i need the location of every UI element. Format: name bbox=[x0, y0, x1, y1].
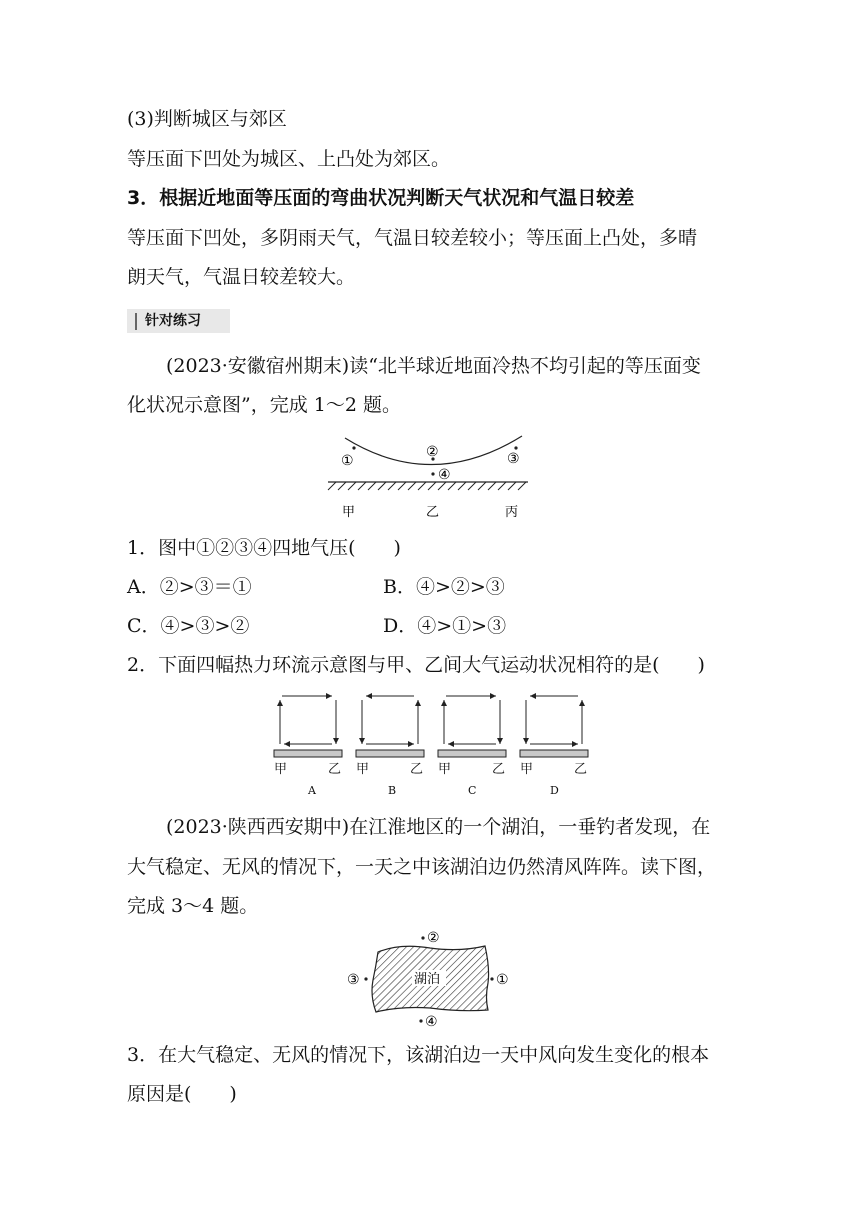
text-line: 朗天气，气温日较差较大。 bbox=[127, 266, 356, 288]
yi-label: 乙 bbox=[492, 762, 506, 777]
diagram-label-b: B bbox=[388, 784, 397, 797]
option-1B: B．④>②>③ bbox=[383, 576, 505, 598]
option-1C: C．④>③>② bbox=[127, 615, 250, 637]
lake-label: 湖泊 bbox=[414, 972, 441, 987]
question-1: 1．图中①②③④四地气压( ) bbox=[127, 537, 401, 559]
option-1D: D．④>①>③ bbox=[383, 615, 507, 637]
passage-1-line: (2023·安徽宿州期末)读“北半球近地面冷热不均引起的等压面变 bbox=[166, 355, 701, 377]
circulation-figure bbox=[268, 688, 598, 800]
yi-label: 乙 bbox=[410, 762, 424, 777]
section-heading-3: 3．根据近地面等压面的弯曲状况判断天气状况和气温日较差 bbox=[127, 187, 635, 209]
point-4-label: ④ bbox=[425, 1014, 438, 1030]
passage-1-line: 化状况示意图”，完成 1～2 题。 bbox=[127, 394, 401, 416]
jia-label: 甲 bbox=[520, 762, 534, 777]
practice-tag bbox=[127, 309, 230, 333]
bing-label: 丙 bbox=[505, 505, 519, 520]
question-2: 2．下面四幅热力环流示意图与甲、乙间大气运动状况相符的是( ) bbox=[127, 654, 705, 676]
jia-label: 甲 bbox=[438, 762, 452, 777]
point-2-label: ② bbox=[427, 930, 440, 946]
lake-figure bbox=[340, 928, 530, 1032]
tag-label: 针对练习 bbox=[145, 313, 201, 329]
jia-label: 甲 bbox=[342, 505, 356, 520]
jia-label: 甲 bbox=[356, 762, 370, 777]
isobar-figure bbox=[320, 432, 540, 524]
point-3-label: ③ bbox=[347, 972, 360, 988]
passage-2-line: 完成 3～4 题。 bbox=[127, 895, 259, 917]
question-3: 3．在大气稳定、无风的情况下，该湖泊边一天中风向发生变化的根本 bbox=[127, 1044, 710, 1066]
diagram-label-d: D bbox=[550, 784, 559, 797]
diagram-label-a: A bbox=[308, 784, 316, 797]
text-line: 等压面下凹处，多阴雨天气，气温日较差较小；等压面上凸处，多晴 bbox=[127, 227, 698, 249]
question-3: 原因是( ) bbox=[127, 1083, 237, 1105]
passage-2-line: (2023·陕西西安期中)在江淮地区的一个湖泊，一垂钓者发现，在 bbox=[166, 816, 711, 838]
passage-2-line: 大气稳定、无风的情况下，一天之中该湖泊边仍然清风阵阵。读下图， bbox=[127, 856, 717, 878]
text-line: 等压面下凹处为城区、上凸处为郊区。 bbox=[127, 148, 451, 170]
diagram-label-c: C bbox=[468, 784, 477, 797]
point-4-label: ④ bbox=[438, 467, 451, 483]
yi-label: 乙 bbox=[426, 505, 440, 520]
yi-label: 乙 bbox=[574, 762, 588, 777]
point-2-label: ② bbox=[426, 444, 439, 460]
point-1-label: ① bbox=[341, 453, 354, 469]
subheading-3: (3)判断城区与郊区 bbox=[127, 108, 287, 130]
tag-bar bbox=[135, 313, 137, 330]
jia-label: 甲 bbox=[274, 762, 288, 777]
option-1A: A．②>③＝① bbox=[127, 576, 252, 598]
point-1-label: ① bbox=[496, 972, 509, 988]
yi-label: 乙 bbox=[328, 762, 342, 777]
point-3-label: ③ bbox=[507, 451, 520, 467]
